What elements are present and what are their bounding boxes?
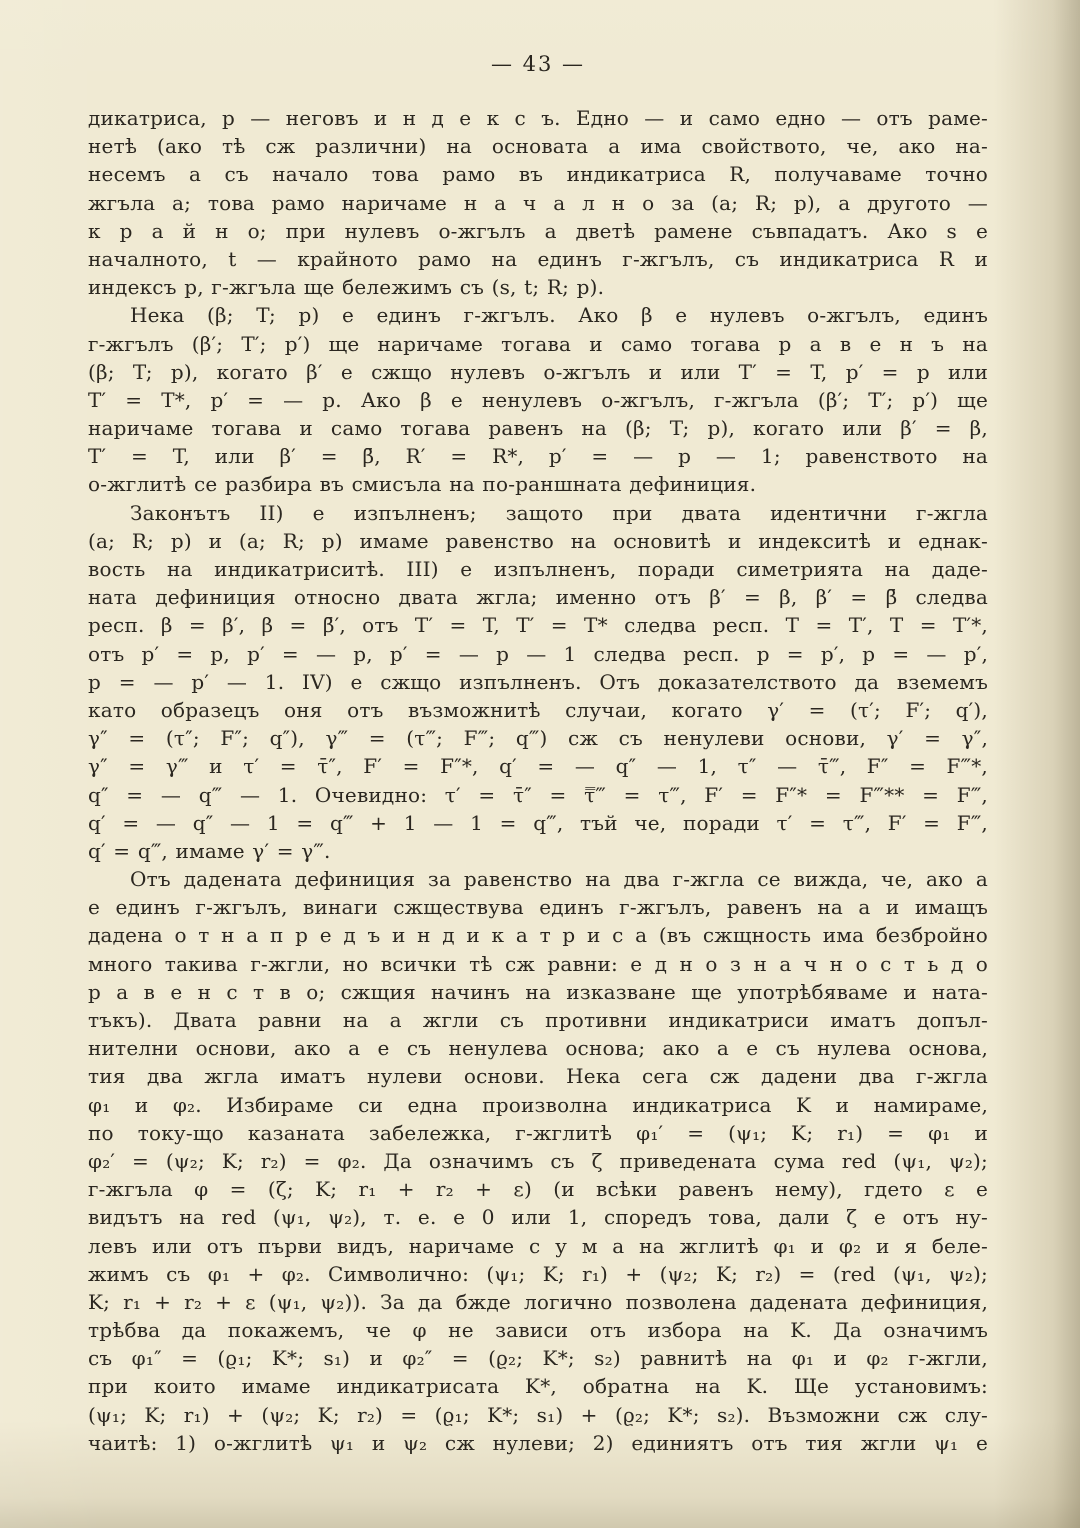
text-line: о-жглитѣ се разбира въ смисъла на по-раншната дефиниция.	[88, 472, 757, 497]
text-line: нетѣ (ако тѣ сж различни) на основата a има свойството, че, ако на-	[88, 134, 988, 159]
text-line: ната дефиниция относно двата жгла; именно отъ β′ = β, β′ = β̄ следва	[88, 585, 988, 610]
text-line: Законътъ II) е изпълненъ; защото при двата идентични г-жгла	[130, 500, 988, 525]
text-line: тъкъ). Двата равни на a жгли съ противни индикатриси иматъ допъл-	[88, 1008, 988, 1032]
text-line: респ. β = β′, β = β̄′, отъ T′ = T, T′ = T* следва респ. T = T′, T = T′*,	[88, 613, 988, 638]
text-line: чаитѣ: 1) о-жглитѣ ψ₁ и ψ₂ сж нулеви; 2) единиятъ отъ тия жгли ψ₁ е	[88, 1430, 988, 1455]
text-line: видътъ на red (ψ₁, ψ₂), т. е. е 0 или 1, споредъ това, дали ζ е отъ ну-	[88, 1205, 988, 1230]
text-line: много такива г-жгли, но всички тѣ сж равни: е д н о з н а ч н о с т ь д о	[88, 951, 988, 976]
text-line: дадена о т н а п р е д ъ и н д и к а т р и с а (въ сжщность има безбройно	[88, 923, 988, 948]
text-line: нителни основи, ако a е съ ненулева основа; ако a е съ нулева основа,	[88, 1036, 988, 1061]
text-line: (ψ₁; K; r₁) + (ψ₂; K; r₂) = (ϱ₁; K*; s₁) + (ϱ₂; K*; s₂). Възможни сж слу-	[88, 1402, 988, 1427]
text-line: q′ = q‴, имаме γ′ = γ‴.	[88, 838, 331, 863]
text-line: T′ = T*, p′ = — p. Ако β е ненулевъ о-жгълъ, г-жгъла (β′; T′; p′) ще	[88, 387, 988, 412]
text-line: съ φ₁″ = (ϱ₁; K*; s₁) и φ₂″ = (ϱ₂; K*; s₂) равнитѣ на φ₁ и φ₂ г-жгли,	[88, 1346, 988, 1371]
paragraph	[88, 104, 988, 301]
paragraph	[88, 865, 988, 1457]
text-line: (β; T; p), когато β′ е сжщо нулевъ о-жгълъ и или T′ = T, p′ = p или	[88, 359, 988, 384]
text-line: тия два жгла иматъ нулеви основи. Нека сега сж дадени два г-жгла	[88, 1064, 988, 1089]
text-line: γ″ = (τ″; F″; q″), γ‴ = (τ‴; F‴; q‴) сж съ ненулеви основи, γ′ = γ″,	[88, 726, 988, 751]
paragraph	[88, 499, 988, 865]
text-line: K; r₁ + r₂ + ε (ψ₁, ψ₂)). За да бжде логично позволена дадената дефиниция,	[88, 1289, 988, 1314]
text-line: жимъ съ φ₁ + φ₂. Символично: (ψ₁; K; r₁) + (ψ₂; K; r₂) = (red (ψ₁, ψ₂);	[88, 1261, 988, 1286]
text-line: трѣбва да покажемъ, че φ не зависи отъ избора на K. Да означимъ	[88, 1318, 988, 1343]
text-line: Отъ дадената дефиниция за равенство на два г-жгла се вижда, че, ако a	[130, 867, 988, 892]
text-line: като образецъ оня отъ възможнитѣ случаи, когато γ′ = (τ′; F′; q′),	[88, 697, 988, 722]
text-block	[88, 104, 988, 1457]
text-line: к р а й н о; при нулевъ о-жгълъ a дветѣ рамене съвпадатъ. Ако s е	[88, 218, 988, 243]
page-number: — 43 —	[490, 52, 586, 76]
text-line: φ₁ и φ₂. Избираме си една произволна индикатриса K и намираме,	[88, 1092, 988, 1117]
text-line: дикатриса, p — неговъ и н д е к с ъ. Едно — и само едно — отъ раме-	[88, 106, 988, 130]
text-line: q′ = — q″ — 1 = q‴ + 1 — 1 = q‴, тъй че, поради τ′ = τ‴, F′ = F‴,	[88, 810, 988, 835]
text-line: (a; R; p) и (a; R; p) имаме равенство на основитѣ и индекситѣ и еднак-	[88, 528, 988, 553]
text-line: наричаме тогава и само тогава равенъ на (β; T; p), когато или β′ = β,	[88, 416, 988, 441]
text-line: p = — p′ — 1. IV) е сжщо изпълненъ. Отъ доказателството да вземемъ	[88, 669, 988, 694]
text-line: T′ = T, или β′ = β̄, R′ = R*, p′ = — p — 1; равенството на	[88, 444, 988, 469]
text-line: отъ p′ = p, p′ = — p, p′ = — p — 1 следва респ. p = p′, p = — p′,	[88, 641, 988, 666]
text-line: Нека (β; T; p) е единъ г-жгълъ. Ако β е нулевъ о-жгълъ, единъ	[130, 303, 988, 328]
text-line: г-жгълъ (β′; T′; p′) ще наричаме тогава и само тогава р а в е н ъ на	[88, 331, 988, 356]
text-line: началното, t — крайното рамо на единъ г-жгълъ, съ индикатриса R и	[88, 246, 988, 271]
text-line: г-жгъла φ = (ζ; K; r₁ + r₂ + ε) (и всѣки равенъ нему), гдето ε е	[88, 1177, 988, 1202]
paragraph	[88, 301, 988, 498]
text-line: при които имаме индикатрисата K*, обратна на K. Ще установимъ:	[88, 1374, 988, 1399]
text-line: γ″ = γ‴ и τ′ = τ̄″, F′ = F″*, q′ = — q″ — 1, τ″ — τ̄‴, F″ = F‴*,	[88, 754, 988, 779]
text-line: вость на индикатриситѣ. III) е изпълненъ, поради симетрията на даде-	[88, 557, 988, 581]
text-line: р а в е н с т в о; сжщия начинъ на изказване ще употрѣбяваме и ната-	[88, 979, 988, 1004]
text-line: жгъла a; това рамо наричаме н а ч а л н о за (a; R; p), а другото —	[88, 190, 988, 215]
text-line: φ₂′ = (ψ₂; K; r₂) = φ₂. Да означимъ съ ζ приведената сума red (ψ₁, ψ₂);	[88, 1148, 988, 1173]
text-line: левъ или отъ първи видъ, наричаме с у м а на жглитѣ φ₁ и φ₂ и я беле-	[88, 1233, 988, 1258]
text-line: индексъ p, г-жгъла ще бележимъ съ (s, t; R; p).	[88, 275, 605, 300]
text-line: по току-що казаната забележка, г-жглитѣ φ₁′ = (ψ₁; K; r₁) = φ₁ и	[88, 1120, 988, 1145]
text-line: q″ = — q‴ — 1. Очевидно: τ′ = τ̄″ = τ̿‴ = τ‴, F′ = F″* = F‴** = F‴,	[88, 782, 988, 807]
text-line: несемъ a съ начало това рамо въ индикатриса R, получаваме точно	[88, 162, 988, 187]
text-line: е единъ г-жгълъ, винаги сжществува единъ г-жгълъ, равенъ на a и имащъ	[88, 895, 988, 920]
